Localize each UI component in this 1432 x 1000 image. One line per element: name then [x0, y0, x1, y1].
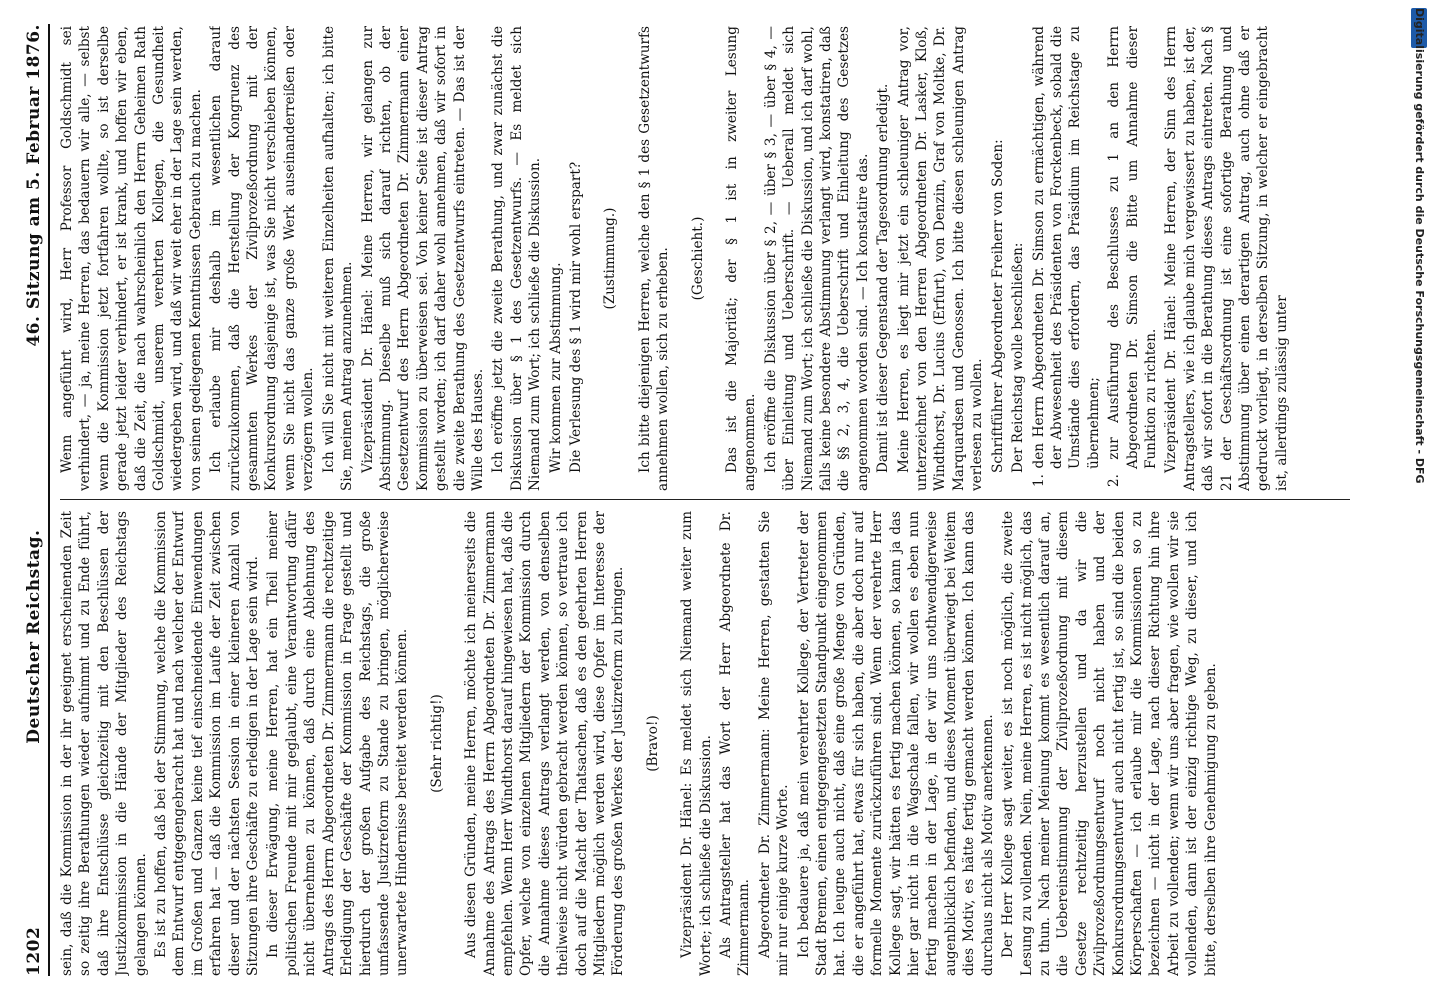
paragraph: Als Antragsteller hat das Wort der Herr Abgeordnete Dr. Zimmermann.: [718, 511, 753, 976]
paragraph: Das ist die Majorität; der § 1 ist in zweiter Lesung angenommen.: [724, 26, 759, 491]
audience-reaction: (Sehr richtig!): [428, 694, 445, 793]
paragraph: Aus diesen Gründen, meine Herren, möchte ich meinerseits die Annahme des Antrags des Herrn Abgeordneten Dr. Zimmermann empfehlen. Wenn Herr Windthorst darauf hingewiesen hat, daß die Opfer, welche von einzelnen Mitgliedern der Kommission durch die Annahme dieses Antrags verlangt werden, von denselben theilweise nicht würden gebracht werden können, so vertraue ich doch auf die Macht der Thatsachen, daß es den geehrten Herren Mitgliedern möglich werden wird, diese Opfer im Interesse der Förderung des großen Werkes der Justizreform zu bringen.: [463, 511, 627, 976]
running-head: [24, 24, 50, 976]
paragraph: Damit ist dieser Gegenstand der Tagesordnung erledigt.: [875, 83, 892, 473]
paragraph: Vizepräsident Dr. Hänel: Meine Herren, wir gelangen zur Abstimmung. Dieselbe muß sich darauf richten, ob der Gesetzentwurf des Herrn Abgeordneten Dr. Zimmermann einer Kommission zu überweisen sei. Von keiner Seite ist dieser Antrag gestellt worden; ich darf daher wohl annehmen, daß wir sofort in die zweite Berathung des Gesetzentwurfs eintreten. — Das ist der Wille des Hauses.: [359, 26, 486, 491]
paragraph: Ich erlaube mir deshalb im wesentlichen darauf zurückzukommen, daß die Herstellung der Kongruenz des gesammten Werkes der Zivilprozeßordnung mit der Konkursordnung dasjenige ist, was Sie nicht verschieben können, wenn Sie nicht das ganze große Werk auseinanderreißen oder verzögern wollen.: [208, 26, 317, 491]
column-divider: [60, 499, 1350, 500]
paragraph: Ich eröffne die Diskussion über § 2, — über § 3, — über § 4, — über Einleitung und Ueberschrift. — Ueberall meldet sich Niemand zum Wort; ich schließe die Diskussion, und ich darf wohl, falls keine besondere Abstimmung verlangt wird, konstatiren, daß die §§ 2, 3, 4, die Ueberschrift und Einleitung des Gesetzes angenommen worden sind. — Ich konstatire das.: [762, 26, 871, 491]
list-item: 1. den Herrn Abgeordneten Dr. Simson zu ermächtigen, während der Abwesenheit des Präsidenten von Forckenbeck, sobald die Umstände dies erfordern, das Präsidium im Reichstage zu übernehmen;: [1030, 26, 1102, 487]
paragraph: Schriftführer Abgeordneter Freiherr von Soden:: [989, 139, 1006, 473]
paragraph: Es ist zu hoffen, daß bei der Stimmung, welche die Kommission dem Entwurf entgegengebracht hat und nach welcher der Entwurf im Großen und Ganzen keine tief einschneidende Einwendungen erfahren hat — daß die Kommission im Laufe der Zeit zwischen dieser und der nächsten Session in einer kleineren Anzahl von Sitzungen ihre Geschäfte zu erledigen in der Lage sein wird.: [153, 511, 262, 976]
paragraph: Der Reichstag wolle beschließen:: [1010, 242, 1027, 473]
list-item: 2. zur Ausführung des Beschlusses zu 1 an den Herrn Abgeordneten Dr. Simson die Bitte um Annahme dieser Funktion zu richten.: [1106, 26, 1159, 487]
digitization-credit: [1410, 8, 1428, 992]
paragraph: Ich eröffne jetzt die zweite Berathung, und zwar zunächst die Diskussion über § 1 des Gesetzentwurfs. — Es meldet sich Niemand zum Wort; ich schließe die Diskussion.: [490, 26, 544, 491]
page-number: 1202: [24, 926, 44, 976]
credit-text: Digitalisierung gefördert durch die Deutsche Forschungsgemeinschaft - DFG: [1413, 8, 1426, 484]
right-column: [58, 26, 1358, 491]
audience-reaction: (Bravo!): [644, 715, 661, 772]
paragraph: Vizepräsident Dr. Hänel: Es meldet sich Niemand weiter zum Worte; ich schließe die Diskussion.: [679, 511, 714, 976]
session-title: 46. Sitzung am 5. Februar 1876.: [24, 24, 44, 347]
paragraph: sein, daß die Kommission in der ihr geeignet erscheinenden Zeit so zeitig ihre Berathungen wieder aufnimmt und zu Ende führt, daß ihre Entschlüsse gleichzeitig mit den Beschlüssen der Justizkommission in die Hände der Mitglieder des Reichstags gelangen können.: [59, 511, 149, 976]
left-column: [58, 511, 1358, 976]
paragraph: In dieser Erwägung, meine Herren, hat ein Theil meiner politischen Freunde mit mir geglaubt, eine Verantwortung dafür nicht übernehmen zu können, daß durch eine Ablehnung des Antrags des Herrn Abgeordneten Dr. Zimmermann die rechtzeitige Erledigung der Geschäfte der Kommission in Frage gestellt und hierdurch der großen Aufgabe des Reichstags, die große umfassende Justizreform zu Stande zu bringen, möglicherweise unerwartete Hindernisse bereitet werden können.: [265, 511, 411, 976]
audience-reaction: (Zustimmung.): [602, 207, 619, 310]
text-columns: [58, 24, 1358, 976]
paragraph: Ich bedauere ja, daß mein verehrter Kollege, der Vertreter der Stadt Bremen, einen entgegengesetzten Standpunkt eingenommen hat. Ich leugne auch nicht, daß eine große Menge von Gründen, die er angeführt hat, etwas für sich haben, die aber doch nur auf formelle Momente zurückzuführen sind. Wenn der verehrte Herr Kollege sagt, wir hätten es fertig machen können, so kann ja das hier gar nicht in die Wagschale fallen, wir wollen es eben nun fertig machen in der Lage, in der wir uns nothwendigerweise augenblicklich befinden, und dieses Moment überwiegt bei Weitem dies Motiv, es hätte fertig gemacht werden können. Ich kann das durchaus nicht als Motiv anerkennen.: [795, 511, 996, 976]
paragraph: Der Herr Kollege sagt weiter, es ist noch möglich, die zweite Lesung zu vollenden. Nein, meine Herren, es ist nicht möglich, das zu thun. Nach meiner Meinung kommt es wesentlich darauf an, die Uebereinstimmung der Zivilprozeßordnung mit diesem Gesetze rechtzeitig herzustellen und da wir die Zivilprozeßordnungsentwurf noch nicht haben und der Konkursordnungsentwurf auch nicht fertig ist, so sind die beiden Körperschaften — ich erlaube mir die Kommissionen so zu bezeichnen — nicht in der Lage, nach dieser Richtung hin ihre Arbeit zu vollenden; wenn wir uns aber fragen, wie wollen wir sie vollenden, dann ist der einzig richtige Weg, zu dieser, und ich bitte, derselben ihre Genehmigung zu geben.: [1000, 511, 1219, 976]
paragraph: Wir kommen zur Abstimmung.: [547, 262, 564, 473]
paragraph: Ich will Sie nicht mit weiteren Einzelheiten aufhalten; ich bitte Sie, meinen Antrag anzunehmen.: [320, 26, 356, 491]
journal-title: Deutscher Reichstag.: [24, 529, 44, 744]
paragraph: Die Verlesung des § 1 wird mir wohl erspart?: [567, 161, 584, 473]
paragraph: Vizepräsident Dr. Hänel: Meine Herren, der Sinn des Herrn Antragstellers, wie ich glaube mich vergewissert zu haben, ist der, daß wir sofort in die Berathung dieses Antrags eintreten. Nach § 21 der Geschäftsordnung ist eine sofortige Berathung und Abstimmung über einen derartigen Antrag, auch ohne daß er gedruckt vorliegt, in derselben Sitzung, in welcher er eingebracht ist, allerdings zulässig unter: [1163, 26, 1290, 491]
paragraph: Wenn angeführt wird, Herr Professor Goldschmidt sei verhindert, — ja, meine Herren, das bedauern wir alle, — selbst wenn die Kommission jetzt fortfahren wollte, so ist derselbe gerade jetzt leider verhindert, er ist krank, und hoffen wir eben, daß die Zeit, die nach wahrscheinlich den Herrn Geheimen Rath Goldschmidt, unserem verehrten Kollegen, die Gesundheit wiedergeben wird, und daß wir weit eher in der Lage sein werden, von seinen gediegenen Kenntnissen Gebrauch zu machen.: [59, 26, 204, 491]
paragraph: Ich bitte diejenigen Herren, welche den § 1 des Gesetzentwurfs annehmen wollen, sich zu erheben.: [636, 26, 672, 491]
paragraph: Abgeordneter Dr. Zimmermann: Meine Herren, gestatten Sie mir nur einige kurze Worte.: [756, 511, 792, 976]
audience-reaction: (Geschieht.): [689, 216, 706, 301]
paragraph: Meine Herren, es liegt mir jetzt ein schleuniger Antrag vor, unterzeichnet von den Herren Abgeordneten Dr. Lasker, Kloß, Windthorst, Dr. Lucius (Erfurt), von Denzin, Graf von Moltke, Dr. Marquardsen und Genossen. Ich bitte diesen schleunigen Antrag verlesen zu wollen.: [895, 26, 986, 491]
